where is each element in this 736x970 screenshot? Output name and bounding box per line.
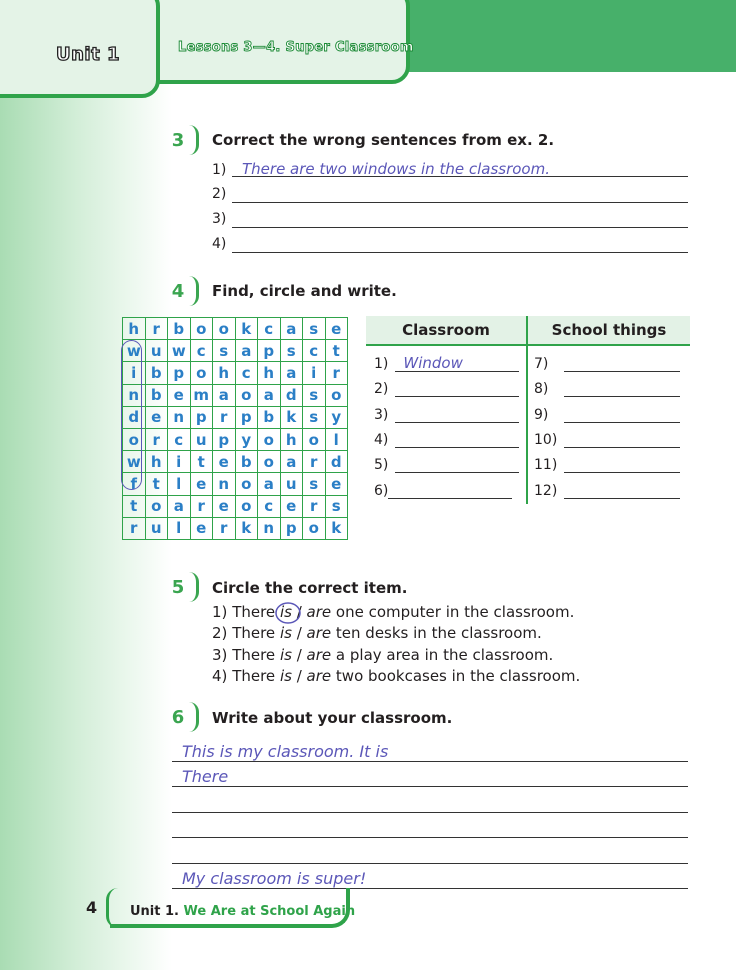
answer-table xyxy=(366,316,690,506)
grid-letter[interactable]: s xyxy=(325,495,348,517)
page-number: 4 xyxy=(86,898,98,917)
classroom-answer-row[interactable] xyxy=(374,481,512,499)
row-number: 6) xyxy=(374,482,389,499)
row-number: 1) xyxy=(374,356,389,372)
option-is[interactable]: is xyxy=(279,645,292,664)
exercise-3-title: Correct the wrong sentences from ex. 2. xyxy=(212,131,555,149)
grid-letter[interactable]: a xyxy=(258,384,281,406)
col-header-school-things: School things xyxy=(528,316,690,346)
grid-letter[interactable]: a xyxy=(235,340,258,362)
grid-letter[interactable]: u xyxy=(190,428,213,450)
grid-letter[interactable]: o xyxy=(235,384,258,406)
row-number: 2) xyxy=(374,381,389,398)
grid-letter[interactable]: u xyxy=(280,473,303,495)
school-things-answer-row[interactable] xyxy=(534,455,680,473)
grid-letter[interactable]: k xyxy=(280,406,303,428)
grid-letter[interactable]: e xyxy=(280,495,303,517)
option-are[interactable]: are xyxy=(306,624,332,643)
grid-letter[interactable]: t xyxy=(190,451,213,473)
ex3-underline-3 xyxy=(232,227,688,228)
grid-letter[interactable]: o xyxy=(190,362,213,384)
grid-letter[interactable]: c xyxy=(235,362,258,384)
grid-row xyxy=(123,406,348,428)
grid-letter[interactable]: n xyxy=(213,473,236,495)
grid-letter[interactable]: w xyxy=(168,340,191,362)
grid-letter[interactable]: a xyxy=(280,451,303,473)
writing-line[interactable] xyxy=(172,837,688,838)
exercise-5-number: 5 xyxy=(163,576,193,600)
grid-letter[interactable]: r xyxy=(190,495,213,517)
grid-letter[interactable]: c xyxy=(303,340,326,362)
option-are[interactable]: are xyxy=(306,666,332,685)
word-search-grid[interactable] xyxy=(122,317,348,540)
grid-row xyxy=(123,517,348,539)
school-things-answer-row[interactable] xyxy=(534,354,680,372)
grid-letter[interactable]: e xyxy=(325,473,348,495)
writing-line[interactable] xyxy=(172,786,688,787)
grid-letter[interactable]: h xyxy=(123,318,146,340)
row-number: 7) xyxy=(534,356,549,372)
grid-letter[interactable]: n xyxy=(258,517,281,539)
grid-letter[interactable]: o xyxy=(123,428,146,450)
classroom-answer-row[interactable] xyxy=(374,430,519,448)
exercise-4-title: Find, circle and write. xyxy=(212,282,397,300)
grid-letter[interactable]: p xyxy=(235,406,258,428)
grid-letter[interactable]: r xyxy=(123,517,146,539)
grid-letter[interactable]: b xyxy=(258,406,281,428)
writing-line[interactable] xyxy=(172,863,688,864)
exercise-6-title: Write about your classroom. xyxy=(212,709,453,727)
ex3-underline-4 xyxy=(232,252,688,253)
grid-letter[interactable]: s xyxy=(213,340,236,362)
grid-letter[interactable]: o xyxy=(235,495,258,517)
grid-row xyxy=(123,495,348,517)
grid-letter[interactable]: b xyxy=(235,451,258,473)
ex3-line-3[interactable]: 3) xyxy=(212,211,227,227)
grid-letter[interactable]: a xyxy=(168,495,191,517)
grid-letter[interactable]: c xyxy=(258,318,281,340)
grid-letter[interactable]: t xyxy=(123,495,146,517)
grid-letter[interactable]: l xyxy=(325,428,348,450)
grid-letter[interactable]: o xyxy=(145,495,168,517)
grid-letter[interactable]: h xyxy=(145,451,168,473)
grid-letter[interactable]: o xyxy=(303,428,326,450)
grid-letter[interactable]: o xyxy=(190,318,213,340)
grid-letter[interactable]: o xyxy=(213,318,236,340)
grid-letter[interactable]: w xyxy=(123,340,146,362)
ex3-line-4[interactable]: 4) xyxy=(212,236,227,252)
grid-row xyxy=(123,340,348,362)
grid-letter[interactable]: l xyxy=(168,473,191,495)
grid-letter[interactable]: p xyxy=(258,340,281,362)
grid-letter[interactable]: s xyxy=(303,473,326,495)
footer-title: Unit 1. We Are at School Again xyxy=(130,904,356,919)
classroom-answer-row[interactable] xyxy=(374,379,519,397)
row-number: 3) xyxy=(374,406,389,423)
ex3-underline-2 xyxy=(232,202,688,203)
exercise-6-number: 6 xyxy=(163,706,193,730)
grid-row xyxy=(123,451,348,473)
grid-letter[interactable]: d xyxy=(280,384,303,406)
grid-letter[interactable]: r xyxy=(325,362,348,384)
grid-letter[interactable]: e xyxy=(168,384,191,406)
grid-letter[interactable]: p xyxy=(280,517,303,539)
choice-item: 3) There is / are a play area in the classroom. xyxy=(212,645,554,664)
writing-line[interactable] xyxy=(172,812,688,813)
grid-letter[interactable]: t xyxy=(145,473,168,495)
row-number: 5) xyxy=(374,457,389,474)
circled-is-mark xyxy=(274,601,304,625)
grid-letter[interactable]: k xyxy=(235,517,258,539)
grid-letter[interactable]: h xyxy=(258,362,281,384)
grid-letter[interactable]: c xyxy=(168,428,191,450)
row-number: 11) xyxy=(534,457,558,474)
grid-row xyxy=(123,362,348,384)
grid-letter[interactable]: r xyxy=(213,406,236,428)
grid-letter[interactable]: r xyxy=(145,428,168,450)
grid-letter[interactable]: f xyxy=(123,473,146,495)
ex3-line-2[interactable]: 2) xyxy=(212,186,227,202)
grid-letter[interactable]: h xyxy=(213,362,236,384)
row-number: 10) xyxy=(534,431,558,448)
row-number: 12) xyxy=(534,482,558,499)
grid-letter[interactable]: s xyxy=(280,340,303,362)
grid-letter[interactable]: b xyxy=(168,318,191,340)
lesson-title: Lessons 3—4. Super Classroom xyxy=(178,40,414,55)
grid-letter[interactable]: i xyxy=(303,362,326,384)
exercise-3-number: 3 xyxy=(163,129,193,153)
grid-letter[interactable]: m xyxy=(190,384,213,406)
grid-letter[interactable]: d xyxy=(123,406,146,428)
ex3-answer-1: There are two windows in the classroom. xyxy=(242,160,550,178)
grid-letter[interactable]: b xyxy=(145,362,168,384)
classroom-answer-row[interactable] xyxy=(374,455,519,473)
grid-letter[interactable]: t xyxy=(325,340,348,362)
classroom-answer: Window xyxy=(403,354,463,372)
circled-word-window xyxy=(121,340,142,490)
grid-letter[interactable]: o xyxy=(303,517,326,539)
grid-letter[interactable]: a xyxy=(258,473,281,495)
grid-letter[interactable]: b xyxy=(145,384,168,406)
ex3-underline-1 xyxy=(232,176,688,177)
grid-letter[interactable]: o xyxy=(235,473,258,495)
writing-line[interactable] xyxy=(172,761,688,762)
school-things-answer-row[interactable] xyxy=(534,430,680,448)
grid-letter[interactable]: p xyxy=(213,428,236,450)
grid-letter[interactable]: s xyxy=(303,318,326,340)
choice-item: 1) There is / are one computer in the classroom. xyxy=(212,603,575,621)
grid-letter[interactable]: u xyxy=(145,340,168,362)
grid-letter[interactable]: e xyxy=(213,451,236,473)
classroom-answer-row[interactable] xyxy=(374,405,519,423)
grid-letter[interactable]: r xyxy=(145,318,168,340)
table-divider xyxy=(526,316,528,504)
grid-letter[interactable]: k xyxy=(325,517,348,539)
grid-letter[interactable]: h xyxy=(280,428,303,450)
grid-letter[interactable]: r xyxy=(303,451,326,473)
writing-text: There xyxy=(182,767,229,787)
grid-letter[interactable]: p xyxy=(168,362,191,384)
option-is[interactable]: is xyxy=(279,666,292,685)
grid-letter[interactable]: c xyxy=(258,495,281,517)
row-number: 9) xyxy=(534,406,549,423)
choice-item: 2) There is / are ten desks in the classroom. xyxy=(212,624,542,643)
grid-row xyxy=(123,384,348,406)
option-is[interactable]: is xyxy=(279,603,292,621)
grid-letter[interactable]: y xyxy=(235,428,258,450)
grid-letter[interactable]: c xyxy=(190,340,213,362)
grid-letter[interactable]: o xyxy=(258,428,281,450)
grid-letter[interactable]: o xyxy=(325,384,348,406)
row-number: 8) xyxy=(534,381,549,398)
grid-letter[interactable]: e xyxy=(325,318,348,340)
exercise-4-number: 4 xyxy=(163,280,193,304)
grid-letter[interactable]: s xyxy=(303,384,326,406)
grid-letter[interactable]: w xyxy=(123,451,146,473)
school-things-answer-row[interactable] xyxy=(534,405,680,423)
grid-letter[interactable]: a xyxy=(280,362,303,384)
grid-letter[interactable]: y xyxy=(325,406,348,428)
grid-letter[interactable]: i xyxy=(123,362,146,384)
grid-letter[interactable]: a xyxy=(213,384,236,406)
exercise-5-title: Circle the correct item. xyxy=(212,579,408,597)
writing-text: My classroom is super! xyxy=(182,869,367,888)
col-header-classroom: Classroom xyxy=(366,316,526,346)
grid-letter[interactable]: r xyxy=(303,495,326,517)
grid-row xyxy=(123,318,348,340)
classroom-answer-row[interactable] xyxy=(374,354,519,372)
option-is[interactable]: is xyxy=(279,624,292,643)
option-are[interactable]: are xyxy=(306,603,332,621)
grid-row xyxy=(123,473,348,495)
unit-title: Unit 1 xyxy=(56,44,120,65)
grid-letter[interactable]: o xyxy=(258,451,281,473)
school-things-answer-row[interactable] xyxy=(534,481,680,499)
grid-letter[interactable]: a xyxy=(280,318,303,340)
grid-letter[interactable]: i xyxy=(168,451,191,473)
grid-letter[interactable]: n xyxy=(168,406,191,428)
grid-letter[interactable]: d xyxy=(325,451,348,473)
grid-letter[interactable]: e xyxy=(190,517,213,539)
grid-letter[interactable]: k xyxy=(235,318,258,340)
grid-letter[interactable]: u xyxy=(145,517,168,539)
writing-text: This is my classroom. It is xyxy=(182,742,389,761)
row-number: 4) xyxy=(374,431,389,448)
grid-letter[interactable]: r xyxy=(213,517,236,539)
grid-letter[interactable]: p xyxy=(190,406,213,428)
option-are[interactable]: are xyxy=(306,645,332,664)
grid-letter[interactable]: e xyxy=(145,406,168,428)
grid-letter[interactable]: s xyxy=(303,406,326,428)
grid-letter[interactable]: e xyxy=(190,473,213,495)
grid-letter[interactable]: l xyxy=(168,517,191,539)
header-band xyxy=(400,0,736,72)
ex3-line-1[interactable]: 1) There are two windows in the classroom. xyxy=(212,160,550,178)
school-things-answer-row[interactable] xyxy=(534,379,680,397)
grid-row xyxy=(123,428,348,450)
grid-letter[interactable]: n xyxy=(123,384,146,406)
choice-item: 4) There is / are two bookcases in the classroom. xyxy=(212,666,581,685)
grid-letter[interactable]: e xyxy=(213,495,236,517)
